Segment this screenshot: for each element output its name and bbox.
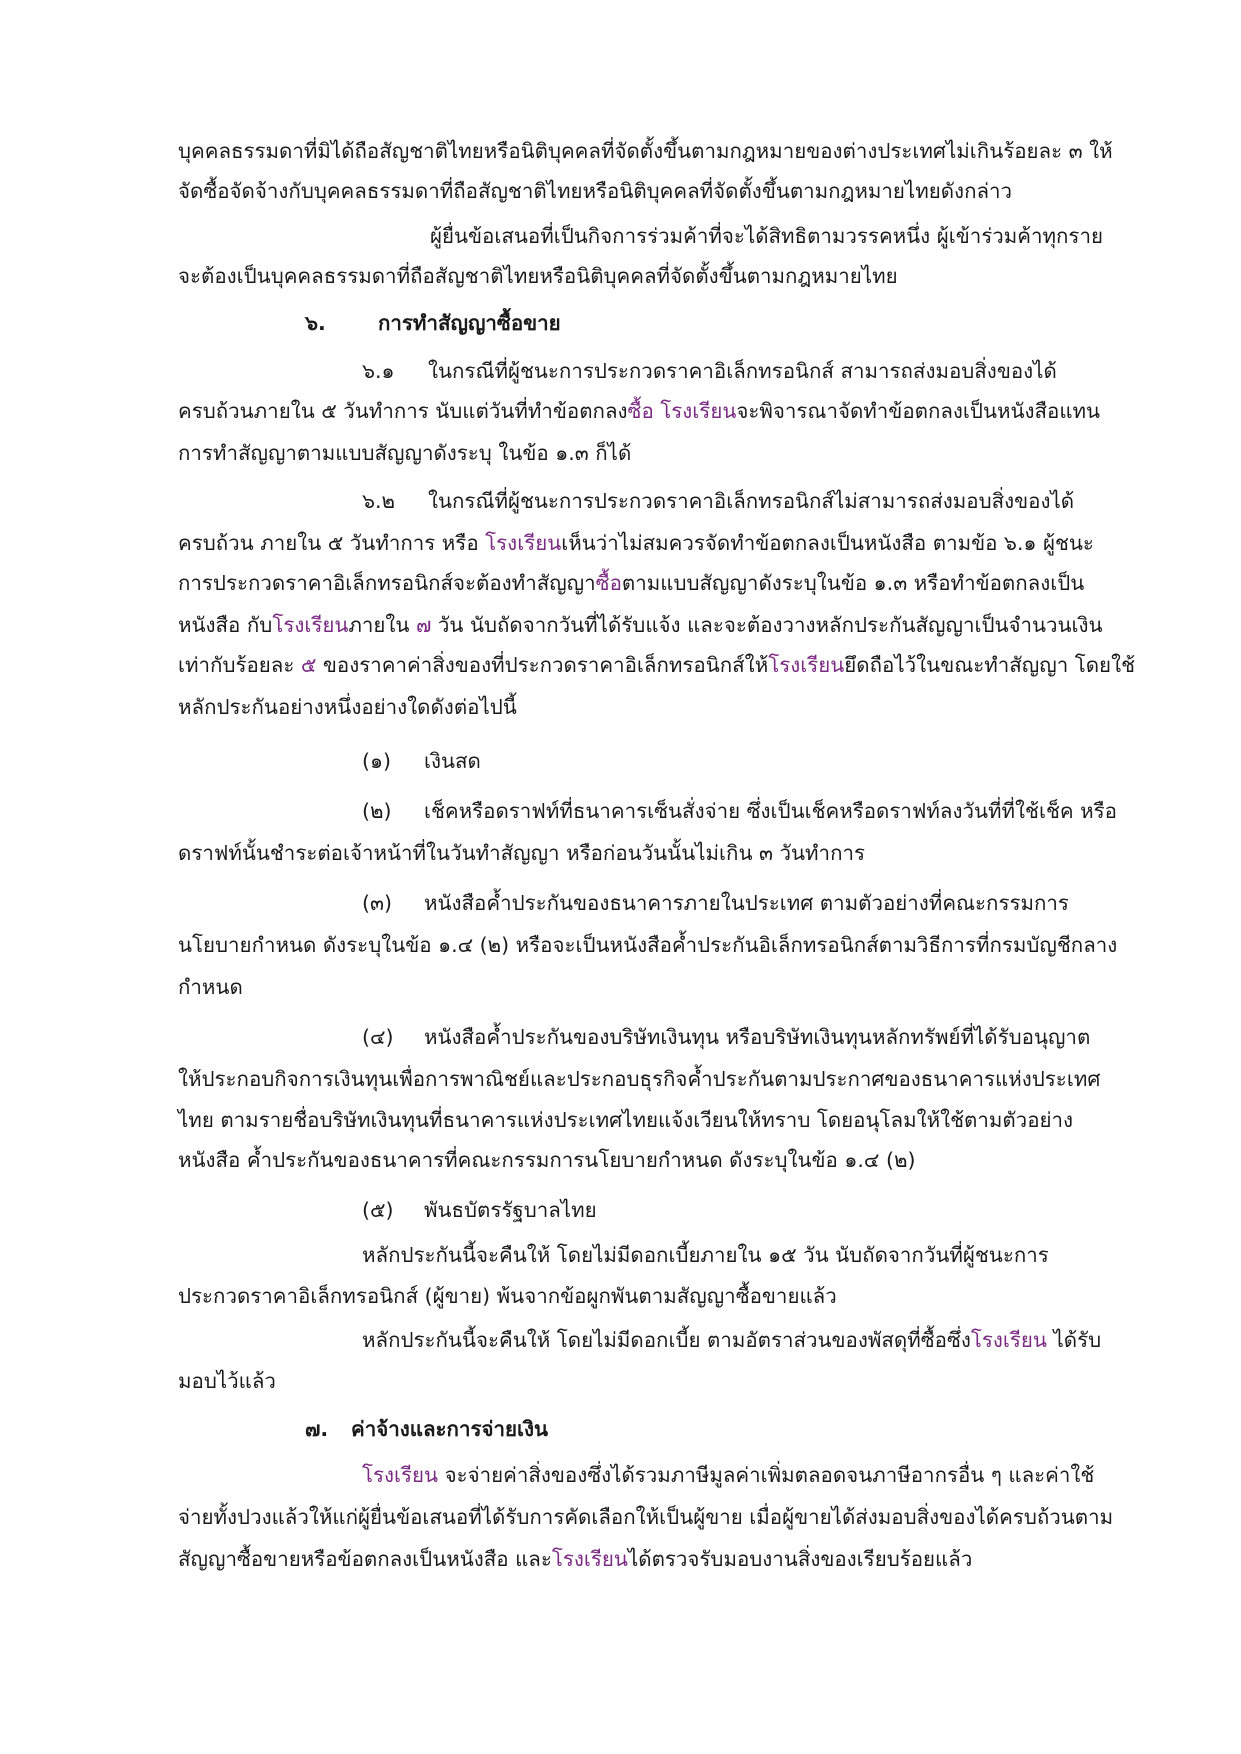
text-line [178,568,1084,598]
text-line [178,136,1113,166]
text-line [178,930,1117,960]
text-span: วัน นับถัดจากวันที่ได้รับแจ้ง และจะต้องวางหลักประกันสัญญาเป็นจำนวนเงิน [431,613,1103,637]
text-line [362,1240,1049,1270]
text-span: จะจ่ายค่าสิ่งของซึ่งได้รวมภาษีมูลค่าเพิ่มตลอดจนภาษีอากรอื่น ๆ และค่าใช้ [438,1463,1095,1487]
item-number: ๖.๒ [362,489,396,513]
highlighted-text: โรงเรียน [272,613,349,637]
item-number: (๕) [362,1198,394,1222]
text-line [362,486,1074,516]
text-span: ยึดถือไว้ในขณะทำสัญญา โดยใช้ [844,653,1135,677]
text-span: บุคคลธรรมดาที่มิได้ถือสัญชาติไทยหรือนิติบุคคลที่จัดตั้งขึ้นตามกฎหมายของต่างประเทศไม่เกินร้อยละ ๓ ให้ [178,139,1113,163]
text-line [362,796,1117,826]
item-number: (๑) [362,749,392,773]
text-span: หนังสือ กับ [178,613,273,637]
text-span: จะพิจารณาจัดทำข้อตกลงเป็นหนังสือแทน [736,399,1101,423]
text-line [178,396,1100,426]
text-span: ภายใน [348,613,416,637]
text-line [178,610,1103,640]
text-span: สัญญาซื้อขายหรือข้อตกลงเป็นหนังสือ และ [178,1547,552,1571]
text-span: เท่ากับร้อยละ [178,653,301,677]
text-line [178,972,243,1002]
text-line [178,1281,837,1311]
text-span: หนังสือค้ำประกันของบริษัทเงินทุน หรือบริษัทเงินทุนหลักทรัพย์ที่ได้รับอนุญาต [424,1025,1091,1049]
text-line [178,261,898,291]
text-line [362,1195,597,1225]
text-line [178,438,631,468]
text-line [178,1064,1100,1094]
text-line [178,1105,1073,1135]
text-span: ผู้ยื่นข้อเสนอที่เป็นกิจการร่วมค้าที่จะได้สิทธิตามวรรคหนึ่ง ผู้เข้าร่วมค้าทุกราย [430,224,1103,248]
text-span: ค่าจ้างและการจ่ายเงิน [351,1417,549,1441]
text-span: หลักประกันนี้จะคืนให้ โดยไม่มีดอกเบี้ยภายใน ๑๕ วัน นับถัดจากวันที่ผู้ชนะการ [362,1243,1049,1267]
text-line [178,1366,276,1396]
text-span: หนังสือค้ำประกันของธนาคารภายในประเทศ ตามตัวอย่างที่คณะกรรมการ [424,891,1069,915]
text-span: ตามแบบสัญญาดังระบุในข้อ ๑.๓ หรือทำข้อตกลงเป็น [621,571,1085,595]
text-line [362,1325,1101,1355]
text-line [362,356,1057,386]
text-line [178,1502,1113,1532]
highlighted-text: โรงเรียน [362,1463,439,1487]
text-line [178,692,517,722]
highlighted-text: ซื้อ โรงเรียน [627,399,737,423]
item-number: (๒) [362,799,392,823]
text-span: ดราฟท์นั้นชำระต่อเจ้าหน้าที่ในวันทำสัญญา หรือก่อนวันนั้นไม่เกิน ๓ วันทำการ [178,841,866,865]
text-line [178,528,1094,558]
text-span: กำหนด [178,975,243,999]
highlighted-text: โรงเรียน [768,653,845,677]
text-span: พันธบัตรรัฐบาลไทย [424,1198,597,1222]
text-span: เช็คหรือดราฟท์ที่ธนาคารเซ็นสั่งจ่าย ซึ่งเป็นเช็คหรือดราฟท์ลงวันที่ที่ใช้เช็ค หรือ [424,799,1117,823]
text-span: มอบไว้แล้ว [178,1369,276,1393]
item-number: ๖.๑ [362,359,395,383]
highlighted-text: โรงเรียน [485,531,562,555]
text-line [430,221,1103,251]
text-span: การทำสัญญาตามแบบสัญญาดังระบุ ในข้อ ๑.๓ ก็ได้ [178,441,632,465]
text-span: จ่ายทั้งปวงแล้วให้แก่ผู้ยื่นข้อเสนอที่ได้รับการคัดเลือกให้เป็นผู้ขาย เมื่อผู้ขายได้ส่งมอบสิ่งของได้ครบถ้วนตาม [178,1505,1114,1529]
text-span: ประกวดราคาอิเล็กทรอนิกส์ (ผู้ขาย) พ้นจากข้อผูกพันตามสัญญาซื้อขายแล้ว [178,1284,837,1308]
text-line [178,838,865,868]
item-number: ๖. [305,311,326,335]
text-span: ในกรณีที่ผู้ชนะการประกวดราคาอิเล็กทรอนิกส์ไม่สามารถส่งมอบสิ่งของได้ [428,489,1075,513]
text-line [362,1460,1094,1490]
text-span: ให้ประกอบกิจการเงินทุนเพื่อการพาณิชย์และประกอบธุรกิจค้ำประกันตามประกาศของธนาคารแห่งประเทศ [178,1067,1101,1091]
text-span: หนังสือ ค้ำประกันของธนาคารที่คณะกรรมการนโยบายกำหนด ดังระบุในข้อ ๑.๔ (๒) [178,1148,916,1172]
highlighted-text: โรงเรียน [551,1547,628,1571]
highlighted-text: ๗ [415,613,432,637]
text-line [178,650,1135,680]
section-heading [305,308,561,338]
text-span: ครบถ้วน ภายใน ๕ วันทำการ หรือ [178,531,486,555]
text-span: ได้รับ [1046,1328,1102,1352]
text-span: ในกรณีที่ผู้ชนะการประกวดราคาอิเล็กทรอนิกส์ สามารถส่งมอบสิ่งของได้ [428,359,1057,383]
text-span: ได้ตรวจรับมอบงานสิ่งของเรียบร้อยแล้ว [627,1547,973,1571]
text-line [362,746,481,776]
text-span: หลักประกันอย่างหนึ่งอย่างใดดังต่อไปนี้ [178,695,517,719]
text-span: ไทย ตามรายชื่อบริษัทเงินทุนที่ธนาคารแห่งประเทศไทยแจ้งเวียนให้ทราบ โดยอนุโลมให้ใช้ตามตัวอย่าง [178,1108,1074,1132]
text-span: หลักประกันนี้จะคืนให้ โดยไม่มีดอกเบี้ย ตามอัตราส่วนของพัสดุที่ซื้อซึ่ง [362,1328,971,1352]
item-number: ๗. [305,1417,329,1441]
text-span: การทำสัญญาซื้อขาย [378,311,561,335]
item-number: (๔) [362,1025,394,1049]
text-span: จัดซื้อจัดจ้างกับบุคคลธรรมดาที่ถือสัญชาติไทยหรือนิติบุคคลที่จัดตั้งขึ้นตามกฎหมายไทยดังกล่าว [178,179,1013,203]
section-heading [305,1414,548,1444]
text-line [362,1022,1090,1052]
text-span: การประกวดราคาอิเล็กทรอนิกส์จะต้องทำสัญญา [178,571,596,595]
text-span: ของราคาค่าสิ่งของที่ประกวดราคาอิเล็กทรอนิกส์ให้ [316,653,769,677]
highlighted-text: ๕ [300,653,317,677]
text-span: นโยบายกำหนด ดังระบุในข้อ ๑.๔ (๒) หรือจะเป็นหนังสือค้ำประกันอิเล็กทรอนิกส์ตามวิธีการที่กรมบัญชีกลาง [178,933,1118,957]
highlighted-text: โรงเรียน [970,1328,1047,1352]
highlighted-text: ซื้อ [595,571,622,595]
text-line [178,176,1012,206]
text-line [178,1145,915,1175]
text-line [362,888,1069,918]
text-span: เงินสด [424,749,481,773]
item-number: (๓) [362,891,393,915]
text-span: ครบถ้วนภายใน ๕ วันทำการ นับแต่วันที่ทำข้อตกลง [178,399,628,423]
text-span: เห็นว่าไม่สมควรจัดทำข้อตกลงเป็นหนังสือ ตามข้อ ๖.๑ ผู้ชนะ [561,531,1094,555]
text-line [178,1544,972,1574]
text-span: จะต้องเป็นบุคคลธรรมดาที่ถือสัญชาติไทยหรือนิติบุคคลที่จัดตั้งขึ้นตามกฎหมายไทย [178,264,898,288]
